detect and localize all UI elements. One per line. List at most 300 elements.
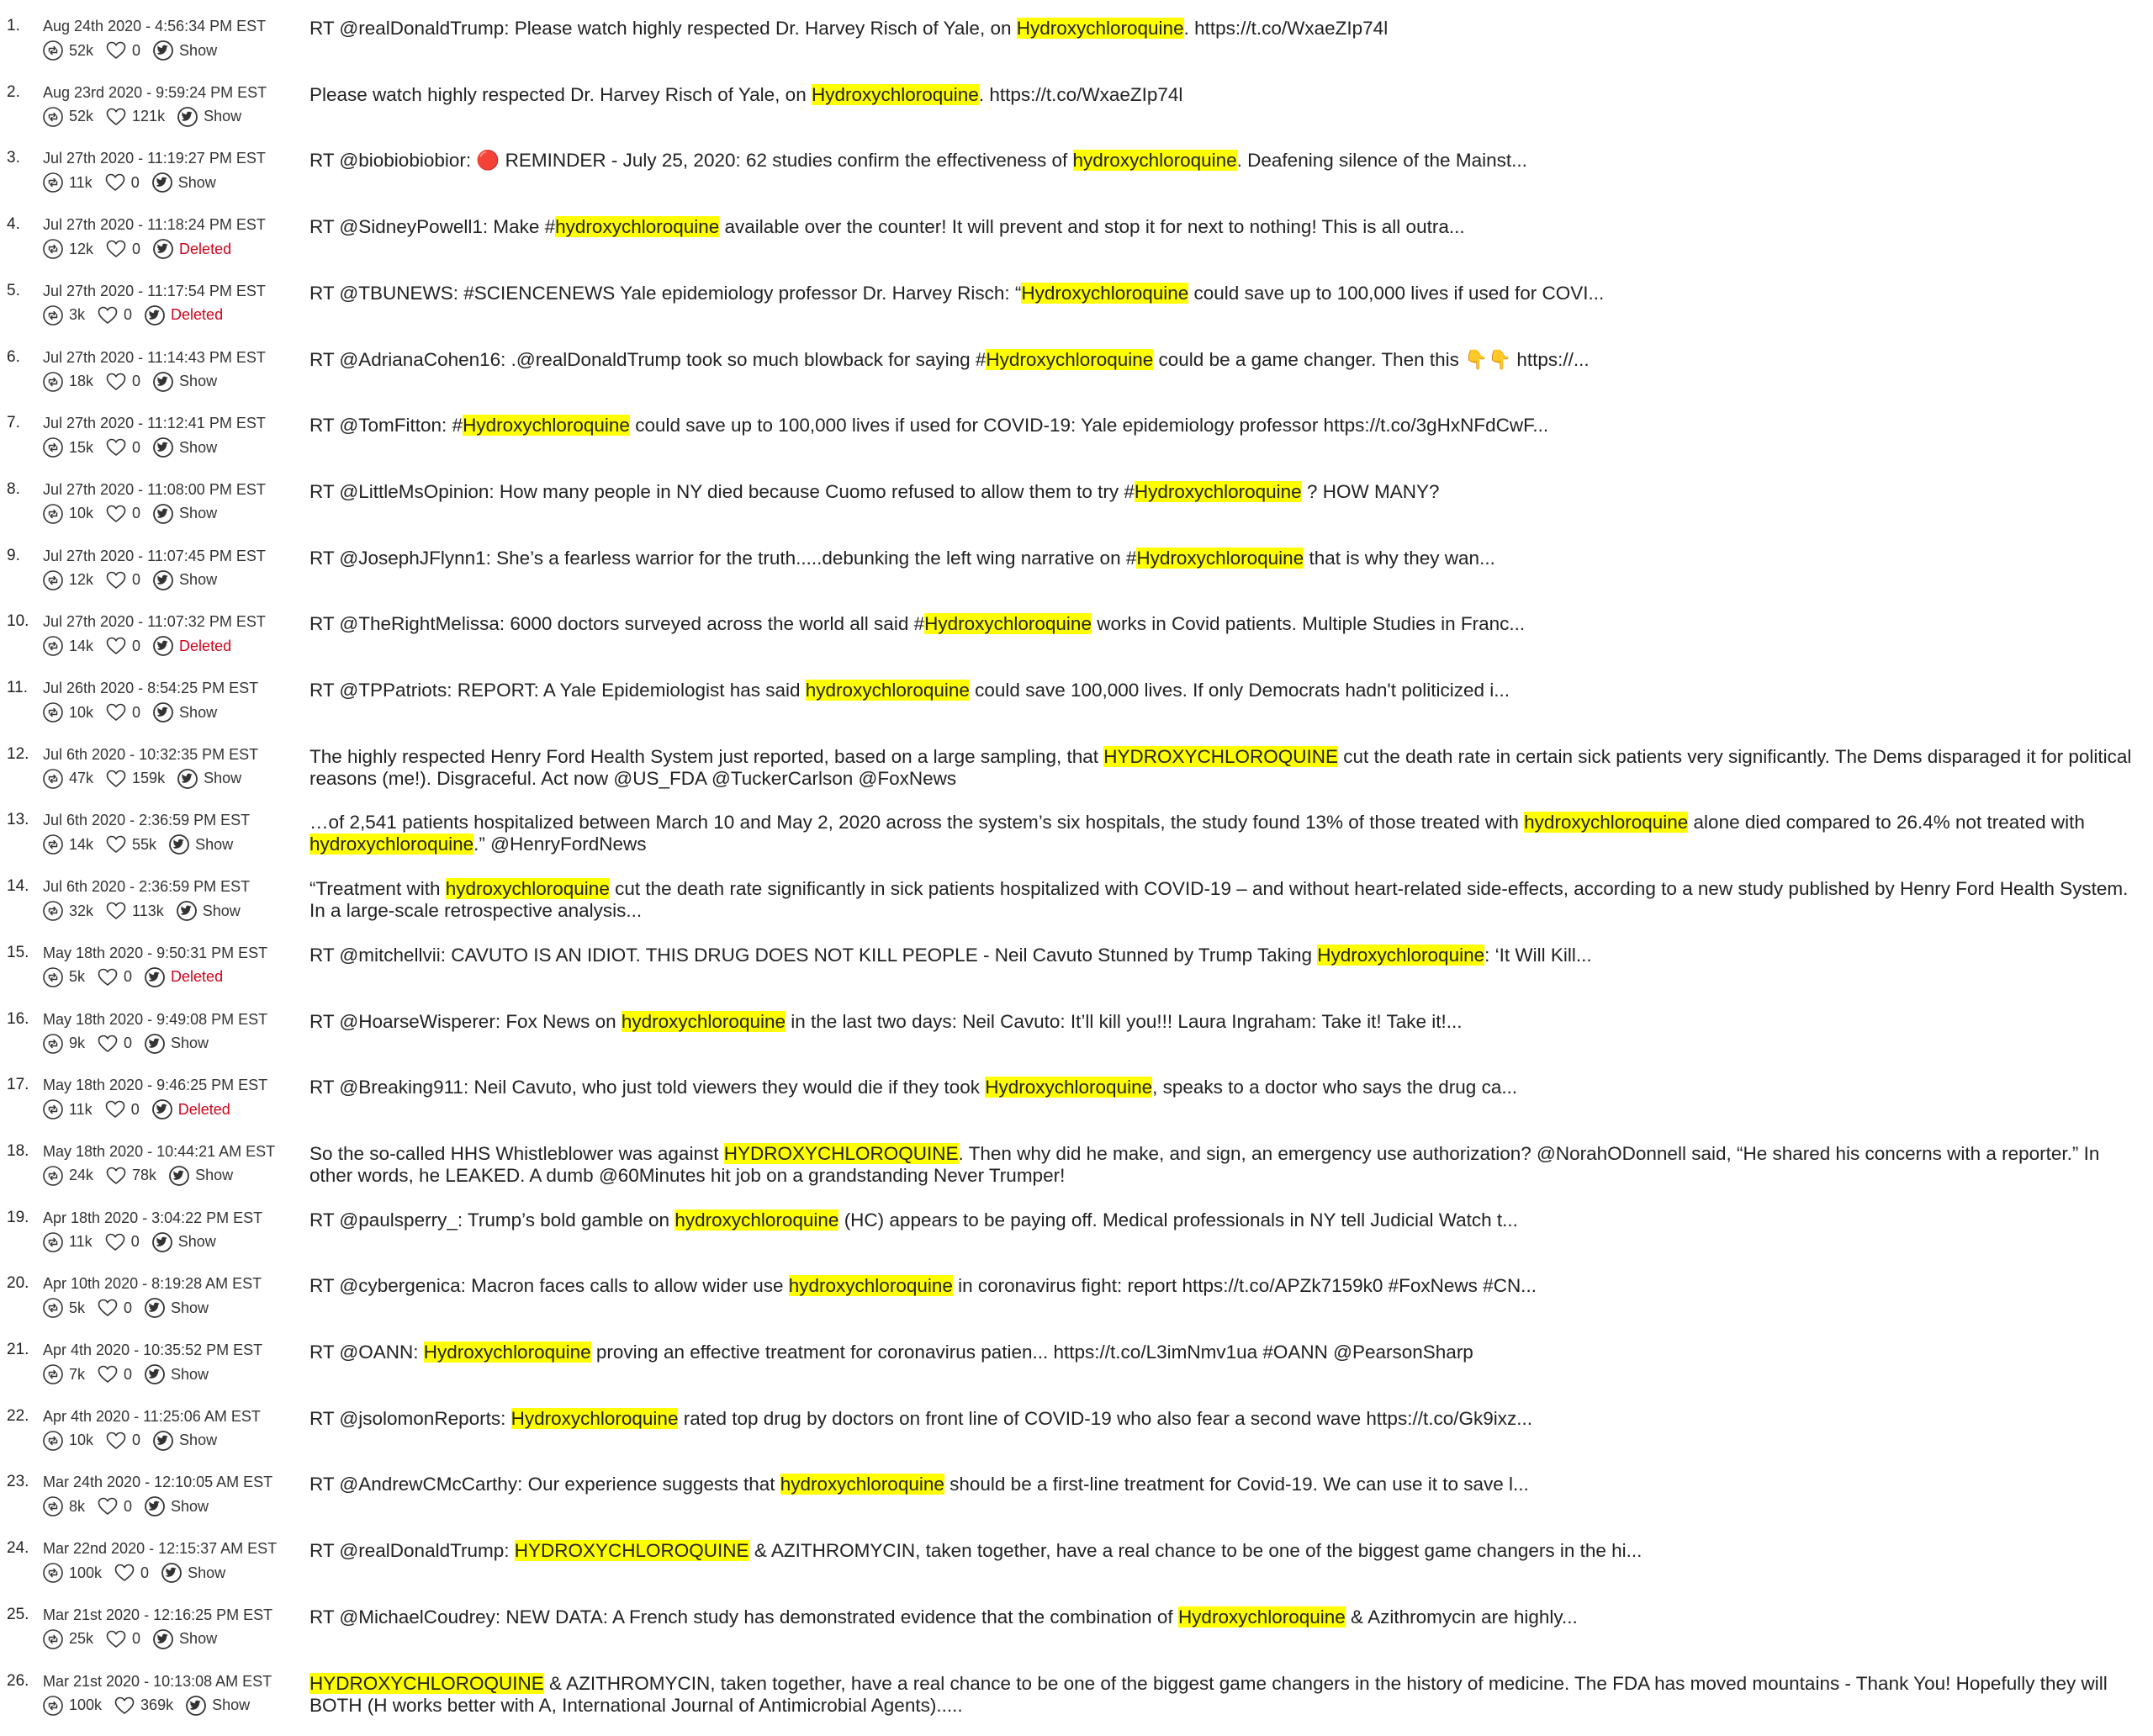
retweet-count: [42, 635, 93, 657]
show-tweet-link[interactable]: [151, 1231, 216, 1253]
show-tweet-link[interactable]: [168, 1165, 233, 1187]
tweet-index: 4.: [7, 215, 20, 234]
tweet-text-segment: The highly respected Henry Ford Health System just reported, based on a large sampling, that: [309, 745, 1104, 767]
tweet-text-segment: Please watch highly respected Dr. Harvey Risch of Yale, on: [309, 83, 812, 105]
tweet-text: [309, 1342, 2147, 1363]
retweet-count: [42, 1495, 85, 1517]
like-count: [104, 1231, 140, 1253]
tweet-text-segment: RT @AdrianaCohen16: .@realDonaldTrump took so much blowback for saying #: [309, 348, 987, 370]
tweet-row: [0, 1074, 2153, 1140]
retweet-count: [42, 900, 93, 922]
heart-icon: [105, 437, 127, 458]
tweet-text-segment: rated top drug by doctors on front line of COVID-19 who also fear a second wave https://t.co/Gk9ixz...: [678, 1407, 1532, 1429]
tweet-text-segment: RT @SidneyPowell1: Make #: [309, 216, 556, 238]
heart-icon: [105, 1430, 127, 1452]
like-count-value: 0: [124, 1365, 133, 1383]
retweet-count-value: 25k: [69, 1630, 94, 1648]
retweet-count: [42, 40, 93, 61]
deleted-status: [152, 635, 231, 657]
twitter-icon: [144, 1495, 166, 1517]
tweet-date: Jul 27th 2020 - 11:08:00 PM EST: [43, 480, 266, 498]
tweet-row: [0, 1141, 2153, 1206]
show-tweet-link[interactable]: [144, 1297, 209, 1319]
tweet-index: 22.: [7, 1406, 29, 1425]
tweet-text-segment: RT @cybergenica: Macron faces calls to allow wider use: [309, 1275, 789, 1297]
tweet-date: Jul 6th 2020 - 2:36:59 PM EST: [43, 878, 251, 896]
keyword-highlight: hydroxychloroquine: [555, 216, 720, 238]
show-tweet-link[interactable]: [152, 1430, 217, 1452]
twitter-icon: [144, 1363, 166, 1385]
keyword-highlight: hydroxychloroquine: [309, 834, 474, 855]
retweet-icon: [42, 1695, 64, 1717]
keyword-highlight: Hydroxychloroquine: [1016, 18, 1184, 39]
twitter-icon: [185, 1695, 207, 1717]
tweet-date: May 18th 2020 - 9:50:31 PM EST: [43, 944, 268, 961]
tweet-index: 19.: [7, 1208, 29, 1226]
tweet-stats: [42, 1560, 237, 1585]
show-tweet-link[interactable]: [152, 371, 217, 393]
keyword-highlight: HYDROXYCHLOROQUINE: [1103, 745, 1339, 767]
retweet-count-value: 5k: [69, 968, 86, 986]
twitter-icon: [144, 1297, 166, 1319]
tweet-row: [0, 744, 2153, 809]
keyword-highlight: Hydroxychloroquine: [1177, 1606, 1346, 1628]
tweet-date: Jul 27th 2020 - 11:07:32 PM EST: [43, 613, 266, 631]
retweet-icon: [42, 304, 64, 326]
tweet-date: Jul 27th 2020 - 11:07:45 PM EST: [43, 547, 266, 564]
retweet-count: [42, 1231, 93, 1253]
tweet-text-segment: proving an effective treatment for coronavirus patien... https://t.co/L3imNmv1ua #OANN @PearsonSharp: [590, 1342, 1473, 1363]
like-count: [97, 1363, 132, 1385]
tweet-index: 7.: [7, 414, 20, 432]
tweet-text-segment: RT @realDonaldTrump:: [309, 1540, 515, 1562]
tweet-date: Jul 27th 2020 - 11:18:24 PM EST: [43, 216, 266, 234]
tweet-date: Apr 4th 2020 - 10:35:52 PM EST: [43, 1342, 263, 1358]
tweet-text-segment: , speaks to a doctor who says the drug ca...: [1152, 1077, 1518, 1098]
like-count: [114, 1562, 149, 1584]
like-count: [105, 569, 140, 591]
like-count-value: 0: [140, 1564, 150, 1581]
tweet-text-segment: could save up to 100,000 lives if used for COVI...: [1188, 282, 1605, 304]
show-tweet-link[interactable]: [152, 503, 217, 525]
retweet-count: [42, 1098, 93, 1120]
show-label: Show: [202, 902, 241, 919]
retweet-count: [42, 1628, 93, 1650]
tweet-text-segment: RT @MichaelCoudrey: NEW DATA: A French study has demonstrated evidence that the combination of: [309, 1606, 1178, 1628]
keyword-highlight: Hydroxychloroquine: [1134, 480, 1302, 502]
show-tweet-link[interactable]: [151, 172, 216, 193]
tweet-text: [309, 1540, 2147, 1562]
retweet-count-value: 11k: [69, 1233, 93, 1251]
retweet-count-value: 3k: [69, 306, 86, 324]
tweet-row: [0, 1008, 2153, 1074]
like-count: [105, 701, 140, 723]
twitter-icon: [152, 40, 174, 61]
like-count: [97, 966, 132, 988]
retweet-count: [42, 1695, 102, 1717]
retweet-count-value: 10k: [69, 1432, 94, 1449]
like-count-value: 0: [130, 173, 140, 191]
like-count-value: 0: [130, 1100, 140, 1118]
retweet-count: [42, 768, 93, 790]
like-count: [97, 304, 132, 326]
retweet-count: [42, 834, 93, 855]
retweet-icon: [42, 1033, 64, 1055]
tweet-index: 25.: [7, 1605, 29, 1623]
retweet-count: [42, 1363, 85, 1385]
retweet-count-value: 24k: [69, 1167, 94, 1184]
keyword-highlight: Hydroxychloroquine: [811, 83, 979, 105]
tweet-index: 5.: [7, 281, 20, 299]
tweet-text-segment: (HC) appears to be paying off. Medical professionals in NY tell Judicial Watch t...: [838, 1209, 1518, 1231]
show-label: Show: [171, 1035, 209, 1051]
tweet-row: [0, 412, 2153, 478]
tweet-text-segment: RT @HoarseWisperer: Fox News on: [309, 1010, 622, 1032]
retweet-count: [42, 172, 93, 193]
twitter-icon: [152, 437, 174, 458]
like-count-value: 0: [132, 505, 141, 522]
keyword-highlight: Hydroxychloroquine: [1317, 944, 1485, 966]
tweet-text-segment: . https://t.co/WxaeZIp74l: [1183, 18, 1389, 39]
tweet-stats: [42, 236, 243, 262]
tweet-index: 21.: [7, 1341, 29, 1358]
tweet-index: 2.: [7, 82, 20, 101]
show-tweet-link[interactable]: [168, 834, 233, 855]
tweet-text: [309, 613, 2147, 635]
tweet-text: [309, 746, 2147, 790]
heart-icon: [105, 106, 127, 128]
tweet-text: [309, 1209, 2147, 1231]
tweet-text-segment: RT @AndrewCMcCarthy: Our experience suggests that: [309, 1474, 780, 1495]
heart-icon: [97, 304, 119, 326]
tweet-text-segment: RT @jsolomonReports:: [309, 1407, 511, 1429]
twitter-icon: [151, 1098, 173, 1120]
tweet-text: [309, 18, 2147, 40]
like-count-value: 159k: [132, 770, 166, 787]
retweet-count-value: 8k: [69, 1497, 86, 1515]
show-tweet-link[interactable]: [152, 701, 217, 723]
keyword-highlight: Hydroxychloroquine: [924, 613, 1092, 635]
like-count-value: 113k: [132, 902, 164, 919]
tweet-row: [0, 1670, 2153, 1736]
heart-icon: [105, 371, 127, 393]
keyword-highlight: HYDROXYCHLOROQUINE: [309, 1672, 544, 1694]
tweet-row: [0, 280, 2153, 346]
like-count-value: 0: [132, 1432, 141, 1449]
tweet-date: Mar 21st 2020 - 10:13:08 AM EST: [43, 1672, 272, 1690]
tweet-text: [309, 415, 2147, 437]
like-count-value: 0: [124, 306, 133, 324]
retweet-icon: [42, 1628, 64, 1650]
like-count-value: 0: [132, 240, 141, 257]
tweet-index: 26.: [7, 1671, 29, 1690]
tweet-stats: [42, 1428, 229, 1453]
tweet-index: 9.: [7, 546, 20, 564]
retweet-icon: [42, 1495, 64, 1517]
like-count: [105, 834, 156, 855]
tweet-text-segment: & AZITHROMYCIN, taken together, have a real chance to be one of the biggest game changers in the history of medicine. The FDA has moved mountains - Thank You! Hopefully they will BOTH (H works better with A, International Journal of Antimicrobial Agents).....: [309, 1672, 2108, 1716]
deleted-status: [144, 304, 223, 326]
tweet-date: Jul 27th 2020 - 11:19:27 PM EST: [43, 150, 266, 167]
like-count: [104, 1098, 140, 1120]
tweet-text-segment: RT @mitchellvii: CAVUTO IS AN IDIOT. THIS DRUG DOES NOT KILL PEOPLE - Neil Cavuto Stunned by Trump Taking: [309, 944, 1318, 966]
like-count: [105, 40, 140, 61]
retweet-icon: [42, 1562, 64, 1584]
retweet-icon: [42, 437, 64, 458]
keyword-highlight: hydroxychloroquine: [621, 1010, 786, 1032]
tweet-date: Mar 22nd 2020 - 12:15:37 AM EST: [43, 1540, 278, 1558]
show-label: Show: [179, 1432, 218, 1449]
retweet-icon: [42, 503, 64, 525]
tweet-stats: [42, 1163, 245, 1188]
tweet-text-segment: cut the death rate in certain sick patients very significantly. The Dems disparaged it for political reasons (me!). Disgraceful. Act now @US_FDA @TuckerCarlson @FoxNews: [309, 745, 2132, 789]
tweet-stats: [42, 766, 253, 791]
tweet-date: Jul 6th 2020 - 2:36:59 PM EST: [43, 812, 251, 829]
like-count-value: 78k: [132, 1167, 157, 1184]
show-tweet-link[interactable]: [176, 900, 241, 922]
twitter-icon: [176, 900, 198, 922]
tweet-stats: [42, 1362, 220, 1387]
tweet-stats: [42, 633, 243, 659]
tweet-stats: [42, 303, 235, 328]
tweet-row: [0, 545, 2153, 611]
like-count-value: 0: [132, 41, 141, 59]
twitter-icon: [161, 1562, 183, 1584]
deleted-status: [151, 1098, 230, 1120]
heart-icon: [105, 1628, 127, 1650]
tweet-text-segment: could save 100,000 lives. If only Democrats hadn't politicized i...: [969, 680, 1510, 701]
tweet-stats: [42, 898, 252, 924]
keyword-highlight: HYDROXYCHLOROQUINE: [514, 1540, 749, 1562]
tweet-date: Apr 10th 2020 - 8:19:28 AM EST: [43, 1275, 262, 1293]
tweet-text-segment: RT @OANN:: [309, 1342, 424, 1363]
show-tweet-link[interactable]: [152, 1628, 217, 1650]
tweet-text-segment: RT @TheRightMelissa: 6000 doctors surveyed across the world all said #: [309, 613, 925, 635]
tweet-text-segment: “Treatment with: [309, 878, 446, 900]
retweet-count-value: 12k: [69, 240, 94, 257]
tweet-text: [309, 878, 2147, 922]
like-count: [105, 1430, 140, 1452]
retweet-count-value: 11k: [69, 1100, 93, 1118]
show-label: Show: [179, 41, 218, 59]
tweet-stats: [42, 1097, 242, 1122]
tweet-date: Jul 27th 2020 - 11:12:41 PM EST: [43, 415, 266, 432]
retweet-icon: [42, 966, 64, 988]
show-label: Show: [171, 1497, 209, 1515]
like-count: [105, 371, 140, 393]
keyword-highlight: HYDROXYCHLOROQUINE: [723, 1142, 959, 1164]
tweet-text: [309, 680, 2147, 701]
retweet-icon: [42, 635, 64, 657]
like-count-value: 121k: [132, 108, 166, 125]
retweet-icon: [42, 1363, 64, 1385]
heart-icon: [97, 1033, 119, 1055]
tweet-date: May 18th 2020 - 9:49:08 PM EST: [43, 1010, 268, 1028]
keyword-highlight: hydroxychloroquine: [674, 1209, 839, 1231]
keyword-highlight: hydroxychloroquine: [788, 1275, 953, 1297]
tweet-row: [0, 677, 2153, 743]
tweet-stats: [42, 832, 245, 857]
tweet-stats: [42, 1295, 220, 1321]
keyword-highlight: hydroxychloroquine: [445, 878, 610, 900]
tweet-date: Jul 27th 2020 - 11:14:43 PM EST: [43, 348, 266, 366]
tweet-text: [309, 84, 2147, 106]
show-label: Show: [179, 703, 218, 721]
tweet-text-segment: .” @HenryFordNews: [473, 834, 647, 855]
tweet-index: 6.: [7, 347, 20, 366]
twitter-icon: [144, 304, 166, 326]
keyword-highlight: hydroxychloroquine: [780, 1474, 944, 1495]
show-tweet-link[interactable]: [152, 569, 217, 591]
deleted-label: Deleted: [179, 637, 232, 654]
tweet-row: [0, 942, 2153, 1008]
show-tweet-link[interactable]: [161, 1562, 225, 1584]
tweet-text: [309, 1077, 2147, 1098]
twitter-icon: [177, 106, 198, 128]
like-count: [105, 900, 164, 922]
tweet-text-segment: : ‘It Will Kill...: [1484, 944, 1592, 966]
tweet-row: [0, 1273, 2153, 1338]
tweet-text-segment: RT @LittleMsOpinion: How many people in NY died because Cuomo refused to allow them to try #: [309, 480, 1135, 502]
twitter-icon: [177, 768, 198, 790]
tweet-text-segment: RT @TomFitton: #: [309, 415, 463, 437]
heart-icon: [105, 238, 127, 260]
show-tweet-link[interactable]: [177, 768, 241, 790]
show-tweet-link[interactable]: [152, 40, 217, 61]
tweet-text: [309, 150, 2147, 172]
tweet-text: [309, 216, 2147, 238]
deleted-status: [144, 966, 223, 988]
show-label: Show: [177, 173, 216, 191]
heart-icon: [105, 1165, 127, 1187]
show-label: Show: [212, 1696, 251, 1713]
heart-icon: [114, 1562, 135, 1584]
tweet-text-segment: RT @realDonaldTrump: Please watch highly respected Dr. Harvey Risch of Yale, on: [309, 18, 1017, 39]
tweet-stats: [42, 1627, 229, 1652]
tweet-text-segment: . https://t.co/WxaeZIp74l: [978, 83, 1183, 105]
tweet-row: [0, 1339, 2153, 1405]
retweet-count: [42, 1033, 85, 1055]
twitter-icon: [152, 238, 174, 260]
tweet-index: 13.: [7, 811, 29, 829]
show-label: Show: [179, 438, 218, 456]
heart-icon: [104, 1231, 126, 1253]
heart-icon: [105, 635, 127, 657]
tweet-index: 11.: [7, 679, 29, 696]
tweet-text-segment: cut the death rate significantly in sick patients hospitalized with COVID-19 – and without heart-related side-effects, according to a new study published by Henry Ford Health System. In a large-scale retrospective analysis...: [309, 878, 2129, 922]
tweet-date: Apr 18th 2020 - 3:04:22 PM EST: [43, 1209, 263, 1226]
retweet-icon: [42, 701, 64, 723]
tweet-date: Jul 6th 2020 - 10:32:35 PM EST: [43, 745, 259, 763]
twitter-icon: [152, 635, 174, 657]
show-tweet-link[interactable]: [185, 1695, 250, 1717]
show-label: Show: [179, 571, 218, 589]
tweet-row: [0, 1471, 2153, 1537]
like-count-value: 0: [130, 1233, 140, 1251]
tweet-text: [309, 945, 2147, 966]
keyword-highlight: Hydroxychloroquine: [510, 1407, 679, 1429]
like-count: [104, 172, 140, 193]
tweet-row: [0, 479, 2153, 544]
show-label: Show: [195, 835, 234, 853]
twitter-icon: [168, 834, 190, 855]
tweet-text: [309, 1474, 2147, 1495]
twitter-icon: [152, 503, 174, 525]
tweet-text-segment: & AZITHROMYCIN, taken together, have a real chance to be one of the biggest game changers in the hi...: [749, 1540, 1643, 1562]
deleted-label: Deleted: [177, 1100, 230, 1118]
tweet-row: [0, 1538, 2153, 1603]
tweet-index: 17.: [7, 1076, 29, 1094]
heart-icon: [104, 1098, 126, 1120]
retweet-count-value: 10k: [69, 505, 94, 522]
retweet-icon: [42, 1231, 64, 1253]
retweet-icon: [42, 900, 64, 922]
tweet-date: Aug 23rd 2020 - 9:59:24 PM EST: [43, 83, 267, 101]
show-label: Show: [204, 108, 242, 125]
show-label: Show: [179, 505, 218, 522]
tweet-row: [0, 1207, 2153, 1273]
keyword-highlight: Hydroxychloroquine: [985, 1077, 1153, 1098]
tweet-stats: [42, 1031, 220, 1056]
retweet-count: [42, 1297, 85, 1319]
like-count-value: 0: [132, 637, 141, 654]
heart-icon: [105, 503, 127, 525]
show-tweet-link[interactable]: [144, 1495, 209, 1517]
tweet-row: [0, 15, 2153, 81]
retweet-count-value: 11k: [69, 173, 93, 191]
show-label: Show: [188, 1564, 226, 1581]
like-count: [97, 1495, 132, 1517]
tweet-date: Apr 4th 2020 - 11:25:06 AM EST: [43, 1407, 261, 1425]
tweet-text-segment: in the last two days: Neil Cavuto: It’ll kill you!!! Laura Ingraham: Take it! Take it!...: [786, 1010, 1463, 1032]
tweet-stats: [42, 1230, 228, 1255]
tweet-index: 16.: [7, 1009, 29, 1028]
like-count-value: 0: [124, 1299, 133, 1316]
like-count: [105, 1628, 140, 1650]
twitter-icon: [168, 1165, 190, 1187]
tweet-index: 14.: [7, 877, 29, 896]
retweet-count: [42, 106, 93, 128]
show-tweet-link[interactable]: [144, 1033, 209, 1055]
tweet-text-segment: in coronavirus fight: report https://t.co/APZk7159k0 #FoxNews #CN...: [952, 1275, 1537, 1297]
tweet-stats: [42, 700, 229, 725]
show-tweet-link[interactable]: [177, 106, 241, 128]
tweet-row: [0, 82, 2153, 147]
tweet-row: [0, 147, 2153, 213]
show-label: Show: [204, 770, 242, 787]
tweet-row: [0, 1604, 2153, 1670]
tweet-stats: [42, 1494, 220, 1519]
tweet-index: 24.: [7, 1539, 29, 1558]
retweet-count-value: 7k: [69, 1365, 86, 1383]
show-tweet-link[interactable]: [144, 1363, 209, 1385]
keyword-highlight: Hydroxychloroquine: [1136, 547, 1304, 569]
tweet-text: [309, 1143, 2147, 1187]
retweet-count: [42, 437, 93, 458]
tweet-stats: [42, 104, 253, 130]
retweet-icon: [42, 1098, 64, 1120]
show-tweet-link[interactable]: [152, 437, 217, 458]
tweet-index: 1.: [7, 17, 20, 34]
tweet-stats: [42, 501, 229, 527]
tweet-index: 10.: [7, 612, 29, 631]
retweet-count-value: 18k: [69, 373, 94, 389]
heart-icon: [97, 1363, 119, 1385]
retweet-count-value: 15k: [69, 438, 94, 456]
like-count: [105, 635, 140, 657]
tweet-text: [309, 283, 2147, 304]
like-count-value: 0: [132, 571, 141, 589]
